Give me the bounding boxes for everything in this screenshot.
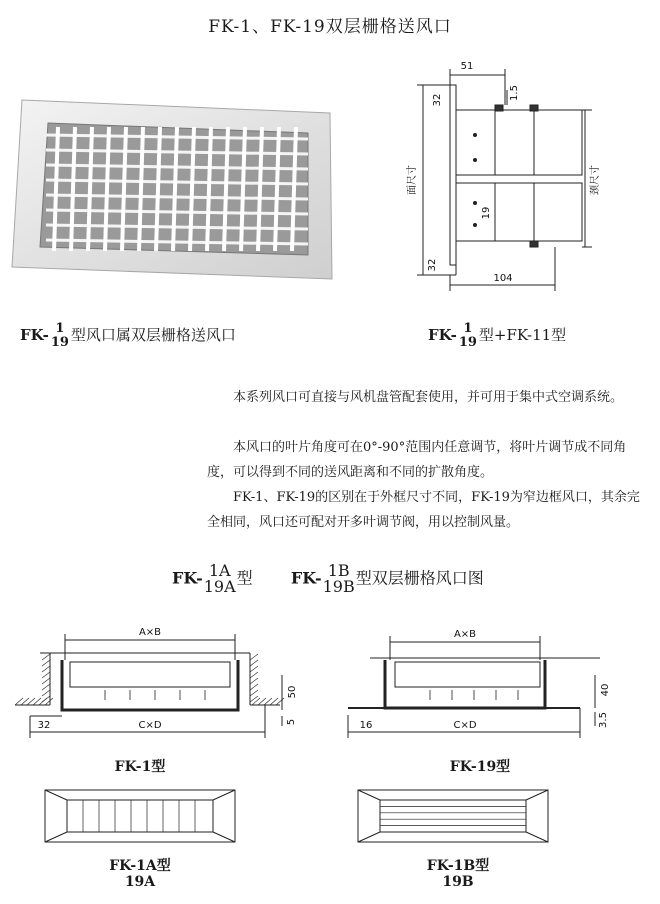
dim-32-top: 32 (432, 93, 443, 107)
fraction-top: 1 (463, 321, 473, 336)
fk1-section-drawing (10, 620, 310, 750)
hatch-line (42, 672, 50, 678)
hatch-line (42, 666, 50, 672)
label-neck-size: 颈尺寸 (590, 165, 601, 195)
page-title: FK-1、FK-19双层栅格送风口 (208, 17, 452, 37)
hatch-line (42, 660, 50, 666)
fraction-bottom: 19 (458, 335, 477, 350)
dim-ab: A×B (138, 627, 162, 638)
hatch-line (42, 690, 50, 696)
fk19-label: FK-19型 (449, 759, 511, 775)
fk19-section-drawing (340, 620, 640, 750)
label-face-size: 面尺寸 (407, 165, 418, 195)
plan-label-line1: FK-1A型 (109, 858, 171, 874)
plan-1b-label (398, 858, 518, 890)
hatch-line (250, 654, 258, 660)
caption-fraction (459, 322, 477, 350)
fraction-top: 1B (327, 561, 350, 580)
grille-photo (10, 95, 335, 285)
plan-label-line2: 19B (442, 874, 474, 890)
plan-label-line2: 19A (124, 874, 156, 890)
paragraph-3: FK-1、FK-19的区别在于外框尺寸不同，FK-19为窄边框风口，其余完全相同，风口还可配对开多叶调节阀，用以控制风量。 (207, 490, 640, 530)
side-section-diagram (395, 55, 610, 295)
dim-cd: C×D (453, 720, 477, 731)
dim-40: 40 (600, 683, 611, 697)
side-caption (428, 322, 566, 350)
section-suffix-a: 型 (236, 568, 253, 588)
plan-view-1b (358, 790, 548, 845)
caption-prefix: FK- (20, 326, 49, 344)
dim-32-bottom: 32 (427, 258, 438, 272)
section-prefix-b: FK- (290, 568, 322, 588)
dim-16: 16 (359, 720, 373, 731)
paragraph-1: 本系列风口可直接与风机盘管配套使用，并可用于集中式空调系统。 (233, 390, 624, 405)
plan-view-1a (45, 790, 235, 845)
plan-label-line1: FK-1B型 (426, 858, 490, 874)
hatch-line (250, 666, 258, 672)
dim-5: 5 (286, 718, 297, 726)
hatch-line (250, 684, 258, 690)
hatch-line (42, 678, 50, 684)
section-suffix-b: 型双层栅格风口图 (355, 568, 484, 588)
section-fraction-a (204, 563, 236, 595)
dim-50: 50 (287, 685, 298, 699)
dim-cd: C×D (138, 720, 162, 731)
dim-32: 32 (37, 720, 51, 731)
hatch-line (250, 660, 258, 666)
caption-fraction (51, 322, 69, 350)
caption-prefix: FK- (428, 326, 457, 344)
hatch-line (42, 654, 50, 660)
fraction-bottom: 19A (203, 577, 236, 596)
hatch-line (42, 684, 50, 690)
fraction-bottom: 19 (50, 335, 69, 350)
dim-ab: A×B (453, 629, 477, 640)
hatch-line (42, 696, 50, 702)
section-fraction-b (323, 563, 355, 595)
fraction-top: 1 (55, 321, 65, 336)
section-title (172, 563, 484, 595)
dim-19: 19 (481, 206, 492, 220)
caption-text: 型风口属双层栅格送风口 (70, 326, 236, 344)
hatch-line (250, 690, 258, 696)
photo-caption (20, 322, 236, 350)
plan-1a-label (80, 858, 200, 890)
dim-3-5: 3.5 (598, 712, 609, 728)
fraction-top: 1A (208, 561, 231, 580)
fk1-label: FK-1型 (114, 759, 166, 775)
dim-1-5: 1.5 (509, 85, 520, 101)
fraction-bottom: 19B (322, 577, 355, 596)
hatch-line (250, 672, 258, 678)
hatch-line (250, 678, 258, 684)
section-prefix-a: FK- (172, 568, 203, 588)
paragraph-2: 本风口的叶片角度可在0°-90°范围内任意调节，将叶片调节成不同角度，可以得到不同的送风距离和不同的扩散角度。 (207, 440, 627, 480)
dim-104: 104 (493, 273, 513, 284)
caption-text: 型+FK-11型 (478, 326, 567, 344)
dim-51: 51 (460, 61, 474, 72)
